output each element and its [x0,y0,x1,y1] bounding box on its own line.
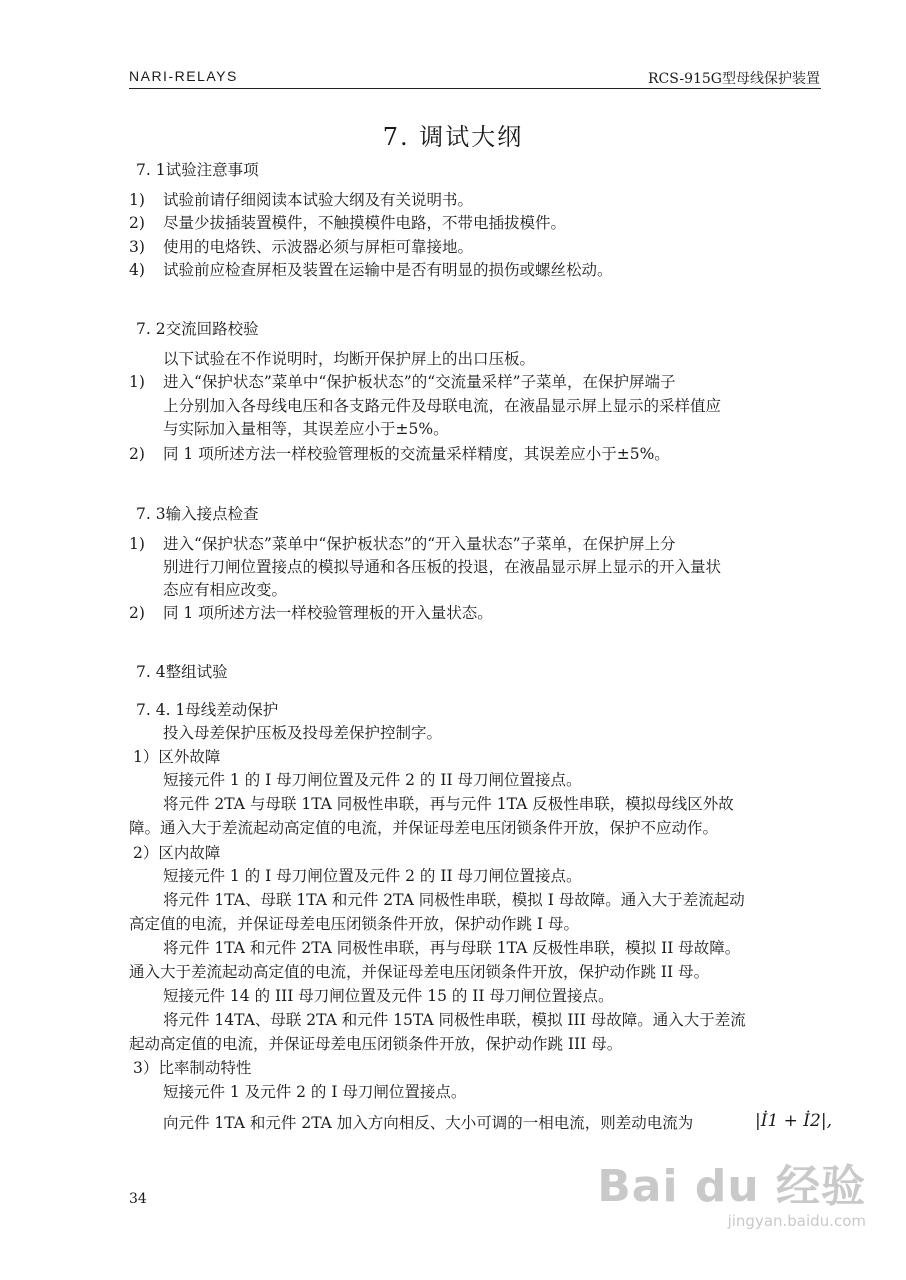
paragraph-line: 障。通入大于差流起动高定值的电流，并保证母差电压闭锁条件开放，保护不应动作。 [129,819,719,837]
subsection-heading: 7. 4. 1母线差动保护 [136,701,279,719]
case-label: 1）区外故障 [133,748,221,766]
section-heading: 7. 4整组试验 [136,663,228,681]
list-item-line: 别进行刀闸位置接点的模拟导通和各压板的投退，在液晶显示屏上显示的开入量状 [163,558,722,576]
paragraph-line: 将元件 14TA、母联 2TA 和元件 15TA 同极性串联，模拟 III 母故障。通入大于差流 [163,1011,746,1029]
list-item: 试验前应检查屏柜及装置在运输中是否有明显的损伤或螺丝松动。 [163,261,613,279]
case-label: 2）区内故障 [133,844,221,862]
list-number: 1) [129,535,145,553]
paragraph-line: 起动高定值的电流，并保证母差电压闭锁条件开放，保护动作跳 III 母。 [129,1035,623,1053]
watermark-logo: Bai du 经验 [597,1161,866,1212]
differential-current-formula: |İ1 + İ2|, [755,1111,832,1131]
section-intro: 投入母差保护压板及投母差保护控制字。 [163,724,443,742]
paragraph-line: 将元件 1TA 和元件 2TA 同极性串联，再与母联 1TA 反极性串联，模拟 II 母故障。 [163,939,741,957]
paragraph-line: 短接元件 1 的 I 母刀闸位置及元件 2 的 II 母刀闸位置接点。 [163,771,582,789]
list-item: 试验前请仔细阅读本试验大纲及有关说明书。 [163,191,474,209]
list-item-line: 上分别加入各母线电压和各支路元件及母联电流，在液晶显示屏上显示的采样值应 [163,397,722,415]
watermark-url: jingyan.baidu.com [727,1212,866,1230]
section-intro: 以下试验在不作说明时，均断开保护屏上的出口压板。 [163,350,536,368]
list-item-line: 进入“保护状态”菜单中“保护板状态”的“开入量状态”子菜单，在保护屏上分 [163,535,676,553]
header-divider [129,88,821,89]
page-title: 7. 调试大纲 [382,123,524,151]
paragraph-line: 通入大于差流起动高定值的电流，并保证母差电压闭锁条件开放，保护动作跳 II 母。 [129,963,710,981]
list-item-line: 进入“保护状态”菜单中“保护板状态”的“交流量采样”子菜单，在保护屏端子 [163,373,676,391]
case-label: 3）比率制动特性 [133,1059,252,1077]
list-number: 2) [129,445,145,463]
list-item: 使用的电烙铁、示波器必须与屏柜可靠接地。 [163,238,474,256]
list-number: 4) [129,261,145,279]
list-number: 1) [129,191,145,209]
list-number: 1) [129,373,145,391]
list-item: 同 1 项所述方法一样校验管理板的交流量采样精度，其误差应小于±5%。 [163,445,670,463]
paragraph-line: 短接元件 14 的 III 母刀闸位置及元件 15 的 II 母刀闸位置接点。 [163,987,614,1005]
watermark [597,1150,866,1230]
list-item: 同 1 项所述方法一样校验管理板的开入量状态。 [163,604,493,622]
list-item-line: 态应有相应改变。 [163,581,288,599]
paragraph-line: 短接元件 1 及元件 2 的 I 母刀闸位置接点。 [163,1083,467,1101]
header-left: NARI-RELAYS [129,68,238,84]
paragraph-line: 高定值的电流，并保证母差电压闭锁条件开放，保护动作跳 I 母。 [129,915,579,933]
paragraph-line: 短接元件 1 的 I 母刀闸位置及元件 2 的 II 母刀闸位置接点。 [163,867,582,885]
section-heading: 7. 1试验注意事项 [136,161,259,179]
paragraph-line: 向元件 1TA 和元件 2TA 加入方向相反、大小可调的一相电流，则差动电流为 [163,1114,694,1132]
list-number: 2) [129,604,145,622]
header-right: RCS-915G型母线保护装置 [648,71,820,87]
list-number: 3) [129,238,145,256]
section-heading: 7. 3输入接点检查 [136,505,259,523]
list-number: 2) [129,214,145,232]
list-item: 尽量少拔插装置模件，不触摸模件电路，不带电插拔模件。 [163,214,567,232]
list-item-line: 与实际加入量相等，其误差应小于±5%。 [163,420,449,438]
page-number: 34 [129,1191,147,1207]
section-heading: 7. 2交流回路校验 [136,320,259,338]
paragraph-line: 将元件 1TA、母联 1TA 和元件 2TA 同极性串联，模拟 I 母故障。通入大于差流起动 [163,891,745,909]
paragraph-line: 将元件 2TA 与母联 1TA 同极性串联，再与元件 1TA 反极性串联，模拟母线区外故 [163,795,734,813]
